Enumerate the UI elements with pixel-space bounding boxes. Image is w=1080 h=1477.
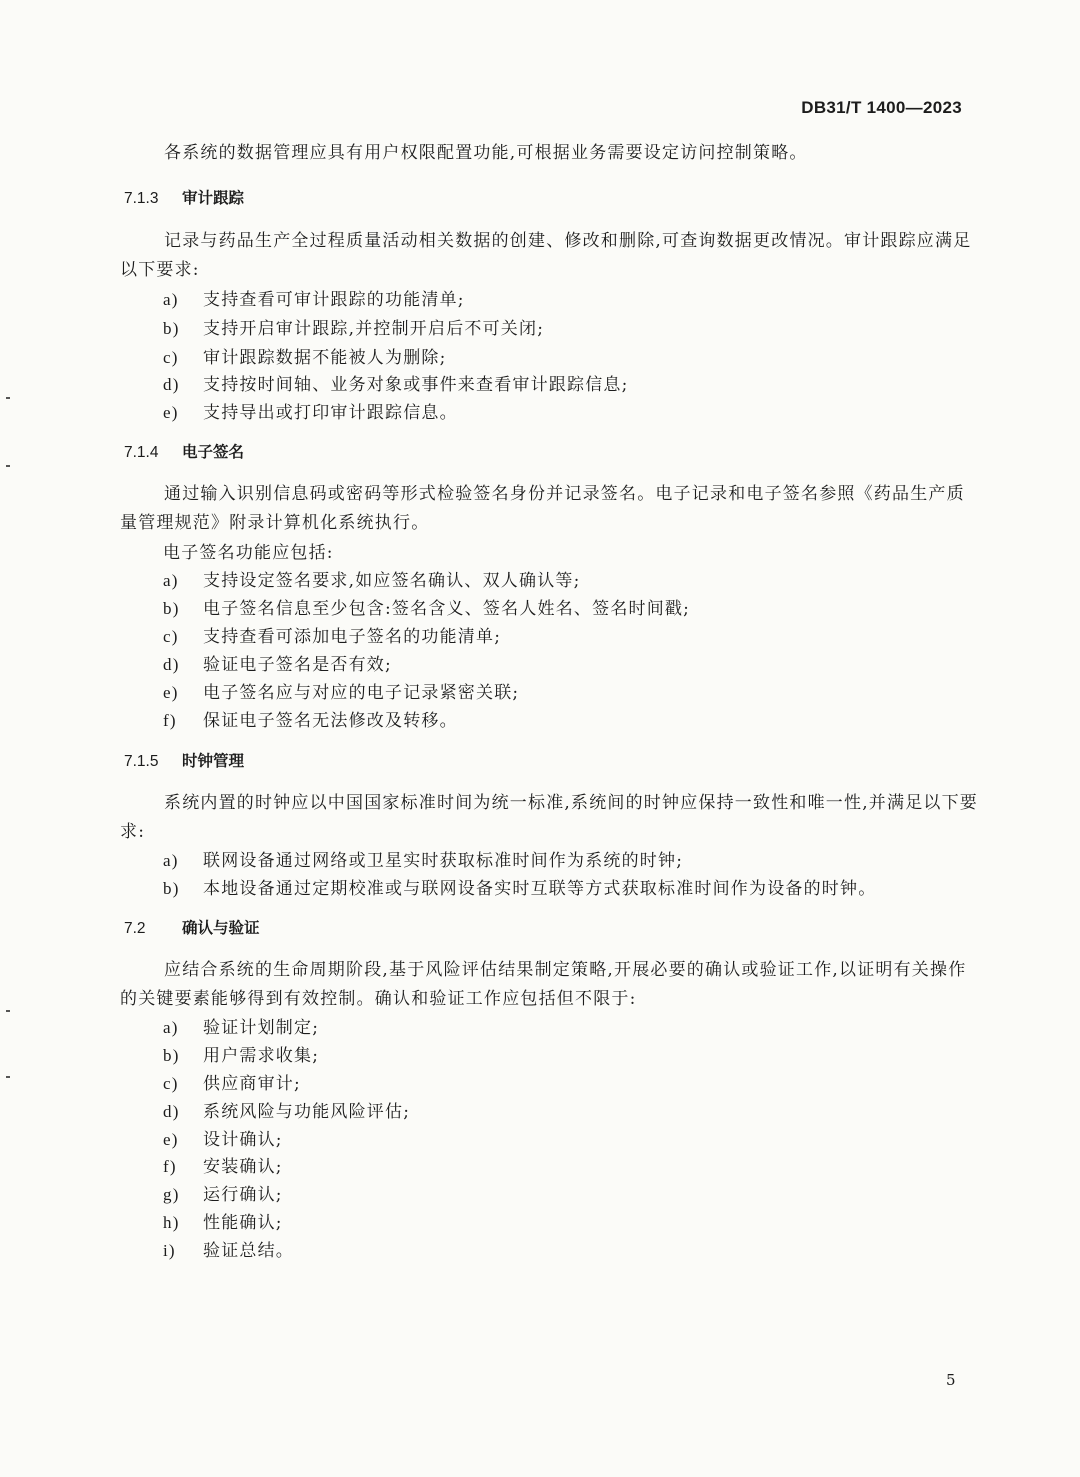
list-item: c) 审计跟踪数据不能被人为删除;: [163, 348, 447, 368]
list-item: f) 安装确认;: [163, 1157, 283, 1177]
scan-speck: [6, 1010, 10, 1012]
section-paragraph: 应结合系统的生命周期阶段,基于风险评估结果制定策略,开展必要的确认或验证工作,以证明有关操作的关键要素能够得到有效控制。确认和验证工作应包括但不限于:: [120, 960, 967, 1009]
list-item: d) 支持按时间轴、业务对象或事件来查看审计跟踪信息;: [163, 375, 629, 395]
list-item: h) 性能确认;: [163, 1213, 283, 1233]
section-number: 7.1.4: [124, 444, 159, 461]
list-item: a) 联网设备通过网络或卫星实时获取标准时间作为系统的时钟;: [163, 851, 684, 871]
scan-speck: [6, 397, 10, 399]
list-item: a) 支持设定签名要求,如应签名确认、双人确认等;: [163, 571, 581, 591]
section-title: 电子签名: [182, 442, 245, 461]
document-id: DB31/T 1400—2023: [801, 98, 962, 117]
list-item: b) 用户需求收集;: [163, 1046, 320, 1066]
list-item: i) 验证总结。: [163, 1241, 294, 1261]
section-heading-7-1-3: [124, 186, 244, 208]
list-item: a) 验证计划制定;: [163, 1018, 320, 1038]
list-lead: 电子签名功能应包括:: [163, 543, 334, 563]
list-item: c) 支持查看可添加电子签名的功能清单;: [163, 627, 502, 647]
list-item: e) 设计确认;: [163, 1130, 283, 1150]
section-heading-7-1-5: [124, 749, 244, 771]
scan-speck: [6, 1076, 10, 1078]
list-item: b) 支持开启审计跟踪,并控制开启后不可关闭;: [163, 319, 545, 339]
section-paragraph: 通过输入识别信息码或密码等形式检验签名身份并记录签名。电子记录和电子签名参照《药品生产质量管理规范》附录计算机化系统执行。: [120, 484, 965, 533]
section-number: 7.1.3: [124, 190, 159, 207]
list-item: b) 本地设备通过定期校准或与联网设备实时互联等方式获取标准时间作为设备的时钟。: [163, 879, 877, 899]
list-item: b) 电子签名信息至少包含:签名含义、签名人姓名、签名时间戳;: [163, 599, 691, 619]
list-item: e) 支持导出或打印审计跟踪信息。: [163, 403, 458, 423]
list-item: a) 支持查看可审计跟踪的功能清单;: [163, 290, 465, 310]
section-title: 时钟管理: [182, 751, 245, 770]
section-heading-7-1-4: [124, 440, 244, 462]
section-title: 确认与验证: [182, 918, 260, 937]
section-heading-7-2: [124, 916, 260, 938]
list-item: g) 运行确认;: [163, 1185, 283, 1205]
section-paragraph: 记录与药品生产全过程质量活动相关数据的创建、修改和删除,可查询数据更改情况。审计跟踪应满足以下要求:: [120, 231, 972, 280]
scan-speck: [6, 465, 10, 467]
section-number: 7.2: [124, 920, 146, 937]
section-number: 7.1.5: [124, 753, 159, 770]
list-item: d) 验证电子签名是否有效;: [163, 655, 392, 675]
list-item: e) 电子签名应与对应的电子记录紧密关联;: [163, 683, 520, 703]
section-title: 审计跟踪: [182, 188, 245, 207]
list-item: c) 供应商审计;: [163, 1074, 301, 1094]
intro-paragraph: 各系统的数据管理应具有用户权限配置功能,可根据业务需要设定访问控制策略。: [164, 143, 808, 163]
list-item: f) 保证电子签名无法修改及转移。: [163, 711, 458, 731]
list-item: d) 系统风险与功能风险评估;: [163, 1102, 411, 1122]
section-paragraph: 系统内置的时钟应以中国国家标准时间为统一标准,系统间的时钟应保持一致性和唯一性,并满足以下要求:: [120, 793, 979, 842]
page-number: 5: [946, 1371, 956, 1389]
